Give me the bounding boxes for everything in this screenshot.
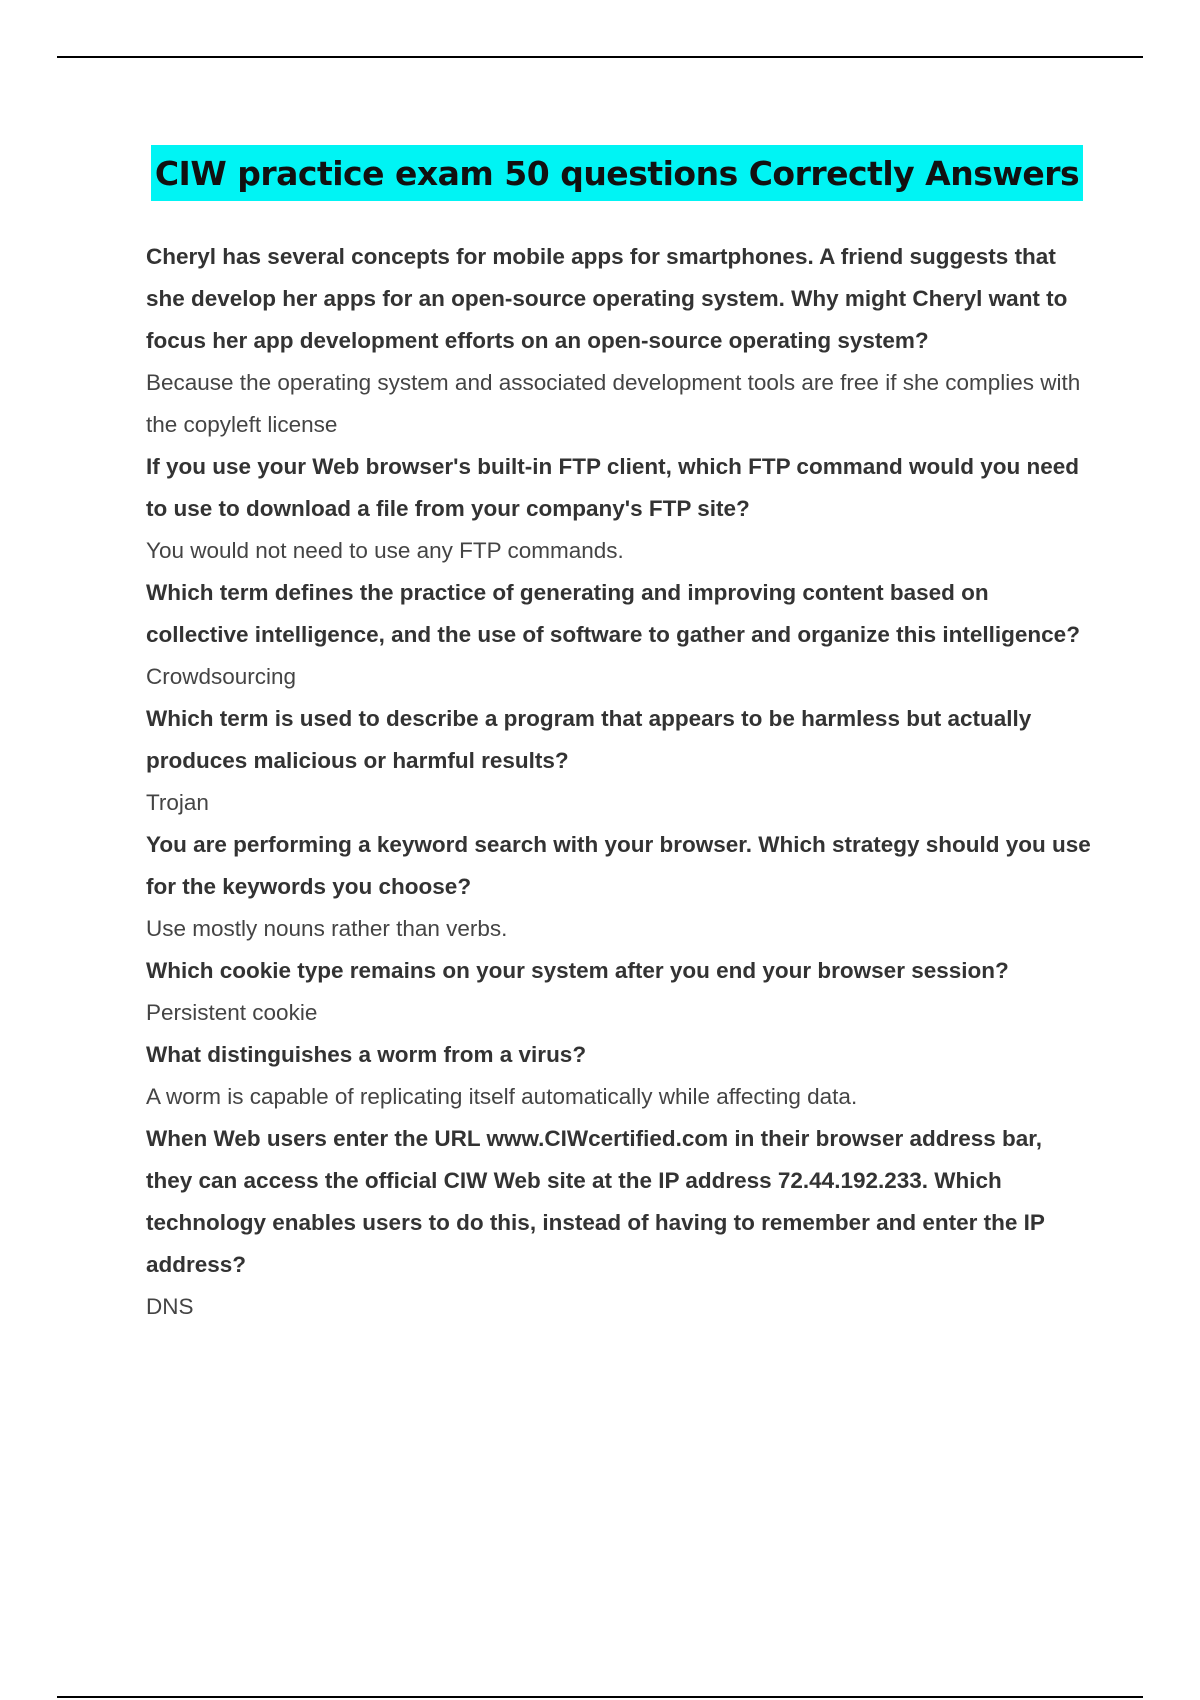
answer-3: Crowdsourcing — [146, 664, 297, 689]
answer-2: You would not need to use any FTP commands. — [146, 538, 624, 563]
answer-4: Trojan — [146, 790, 209, 815]
qa-list — [146, 236, 1091, 1328]
question-4: Which term is used to describe a program that appears to be harmless but actually produces malicious or harmful results? — [146, 706, 1032, 773]
answer-8: DNS — [146, 1294, 194, 1319]
question-7: What distinguishes a worm from a virus? — [146, 1042, 587, 1067]
title-highlight — [151, 145, 1083, 201]
question-5: You are performing a keyword search with your browser. Which strategy should you use for the keywords you choose? — [146, 832, 1091, 899]
answer-5: Use mostly nouns rather than verbs. — [146, 916, 508, 941]
header-rule — [57, 56, 1143, 58]
page-title: CIW practice exam 50 questions Correctly Answers — [154, 153, 1080, 193]
question-8: When Web users enter the URL www.CIWcertified.com in their browser address bar, they can access the official CIW Web site at the IP address 72.44.192.233. Which technology enables users to do this, instead of having to remember and enter the IP address? — [146, 1126, 1045, 1277]
answer-6: Persistent cookie — [146, 1000, 318, 1025]
answer-1: Because the operating system and associated development tools are free if she complies with the copyleft license — [146, 370, 1081, 437]
question-6: Which cookie type remains on your system after you end your browser session? — [146, 958, 1009, 983]
question-2: If you use your Web browser's built-in FTP client, which FTP command would you need to use to download a file from your company's FTP site? — [146, 454, 1079, 521]
question-3: Which term defines the practice of generating and improving content based on collective intelligence, and the use of software to gather and organize this intelligence? — [146, 580, 1080, 647]
answer-7: A worm is capable of replicating itself automatically while affecting data. — [146, 1084, 858, 1109]
question-1: Cheryl has several concepts for mobile apps for smartphones. A friend suggests that she develop her apps for an open-source operating system. Why might Cheryl want to focus her app development efforts on an open-source operating system? — [146, 244, 1068, 353]
footer-rule — [57, 1696, 1143, 1698]
